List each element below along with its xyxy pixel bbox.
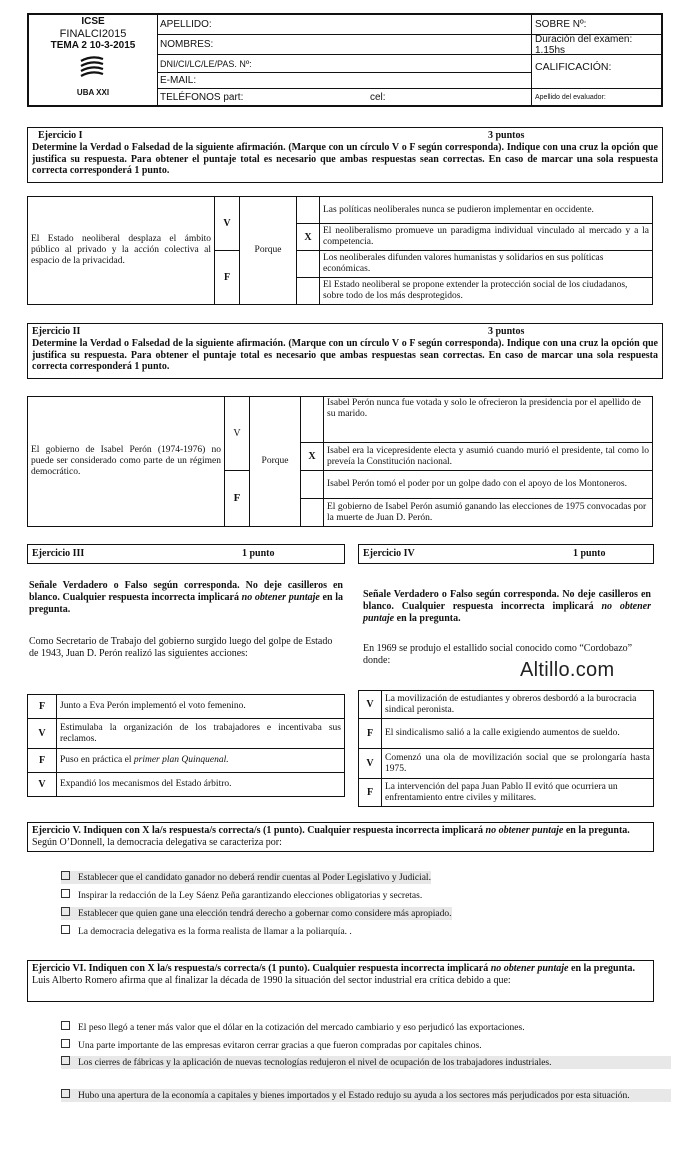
ej1-title: Ejercicio I xyxy=(38,130,83,141)
ej4-table xyxy=(358,690,654,807)
ej3-row2-text: Estimulaba la organización de los trabajadores e incentivaba sus reclamos. xyxy=(57,719,345,749)
ejercicio-1-header xyxy=(27,127,663,183)
ej1-opt2-text: El neoliberalismo promueve un paradigma individual vinculado al mercado y a la competencia. xyxy=(320,224,653,251)
ej3-row3-italic: primer plan Quinquenal. xyxy=(133,755,229,765)
ej3-row1-text: Junto a Eva Perón implementó el voto femenino. xyxy=(57,695,345,719)
ej1-opt1-text: Las políticas neoliberales nunca se pudieron implementar en occidente. xyxy=(320,197,653,224)
sobre-field: SOBRE Nº: xyxy=(532,15,661,35)
ej1-v-option[interactable]: V xyxy=(215,197,240,251)
ej1-porque: Porque xyxy=(240,197,297,305)
ejercicio-5-header xyxy=(27,822,654,852)
ej3-instr-end: en la pregunta. xyxy=(29,592,344,615)
ej4-points: 1 punto xyxy=(573,548,606,560)
ej3-instructions xyxy=(29,580,343,616)
ejercicio-4-header xyxy=(358,544,654,564)
ej6-option-3-text: Los cierres de fábricas y la aplicación de nuevas tecnologías redujeron el nivel de ocupación de los trabajadores industriales. xyxy=(78,1058,552,1068)
checkbox-icon[interactable] xyxy=(61,871,70,880)
ej5-option-1-text: Establecer que el candidato ganador no deberá rendir cuentas al Poder Legislativo y Judicial. xyxy=(78,873,431,883)
ej3-row3-cell xyxy=(57,749,345,773)
ej1-points: 3 puntos xyxy=(488,130,525,141)
ej4-instr-italic: no obtener puntaje xyxy=(363,601,652,624)
altillo-watermark: Altillo.com xyxy=(520,659,615,681)
ej2-opt1-mark[interactable] xyxy=(301,397,324,443)
nombres-field[interactable]: NOMBRES: xyxy=(157,35,531,55)
ej2-f-option[interactable]: F xyxy=(225,471,250,527)
ej3-row4-text: Expandió los mecanismos del Estado árbitro. xyxy=(57,773,345,797)
ej5-option-2[interactable] xyxy=(61,889,422,902)
ej1-opt4-text: El Estado neoliberal se propone extender la protección social de los ciudadanos, sobre todo de los más desprotegidos. xyxy=(320,278,653,305)
ej1-table xyxy=(27,196,653,305)
institution: ICSE xyxy=(81,16,105,27)
ej6-rest: Luis Alberto Romero afirma que al finalizar la década de 1990 la situación del sector industrial era crítica debido a que: xyxy=(32,975,511,986)
ej5-option-4[interactable] xyxy=(61,925,352,938)
logo-text: UBA XXI xyxy=(76,88,110,97)
ej2-opt2-text: Isabel era la vicepresidente electa y asumió cuando murió el presidente, tal como lo preveía la Constitución nacional. xyxy=(324,443,653,471)
ej5-italic: no obtener puntaje xyxy=(485,825,564,836)
ej2-opt3-text: Isabel Perón tomó el poder por un golpe dado con el apoyo de los Montoneros. xyxy=(324,471,653,499)
ej3-row3-mark[interactable]: F xyxy=(28,749,57,773)
calificacion-field: CALIFICACIÓN: xyxy=(532,55,661,89)
ej2-opt1-text: Isabel Perón nunca fue votada y solo le ofrecieron la presidencia por el apellido de su marido. xyxy=(324,397,653,443)
ej6-option-1[interactable] xyxy=(61,1021,671,1034)
ej3-instr-italic: no obtener puntaje xyxy=(241,592,320,603)
ej4-row3-text: Comenzó una ola de movilización social que se prolongaría hasta 1975. xyxy=(382,749,654,779)
ej5-rest: Según O’Donnell, la democracia delegativa se caracteriza por: xyxy=(32,837,282,848)
ej6-bold: Ejercicio VI. Indiquen con X la/s respuesta/s correcta/s (1 punto). Cualquier respuesta incorrecta implicará xyxy=(32,963,489,974)
header-grading-block xyxy=(532,15,661,105)
ej6-option-1-text: El peso llegó a tener más valor que el dólar en la cotización del mercado cambiario y eso perjudicó las exportaciones. xyxy=(78,1023,525,1033)
ej1-statement: El Estado neoliberal desplaza el ámbito público al privado y la acción colectiva al espacio de la privacidad. xyxy=(28,197,215,305)
ej3-intro: Como Secretario de Trabajo del gobierno surgido luego del golpe de Estado de 1943, Juan D. Perón realizó las siguientes acciones: xyxy=(29,636,333,659)
ej6-italic: no obtener puntaje xyxy=(490,963,569,974)
ej4-row2-text: El sindicalismo salió a la calle exigiendo aumentos de sueldo. xyxy=(382,719,654,749)
checkbox-icon[interactable] xyxy=(61,1089,70,1098)
header-personal-fields xyxy=(157,15,532,105)
checkbox-icon[interactable] xyxy=(61,1039,70,1048)
ej5-option-1[interactable] xyxy=(61,871,431,884)
checkbox-icon[interactable] xyxy=(61,889,70,898)
ej6-option-4[interactable] xyxy=(61,1089,671,1102)
ej4-row1-text: La movilización de estudiantes y obreros desbordó a la burocracia sindical peronista. xyxy=(382,691,654,719)
evaluador-field: Apellido del evaluador: xyxy=(535,93,606,101)
ej1-opt2-mark[interactable]: X xyxy=(297,224,320,251)
uba-logo-icon xyxy=(79,55,105,81)
ej4-row2-mark[interactable]: F xyxy=(359,719,382,749)
ej3-title: Ejercicio III xyxy=(32,548,85,560)
ejercicio-3-header xyxy=(27,544,345,564)
ej6-option-2-text: Una parte importante de las empresas evitaron cerrar gracias a que fueron compradas por capitales chinos. xyxy=(78,1041,482,1051)
ej2-opt2-mark[interactable]: X xyxy=(301,443,324,471)
ejercicio-6-header xyxy=(27,960,654,1002)
ej1-opt1-mark[interactable] xyxy=(297,197,320,224)
ej2-opt3-mark[interactable] xyxy=(301,471,324,499)
ej1-opt4-mark[interactable] xyxy=(297,278,320,305)
ej2-opt4-text: El gobierno de Isabel Perón asumió ganando las elecciones de 1975 convocadas por la muerte de Juan D. Perón. xyxy=(324,499,653,527)
ej2-statement: El gobierno de Isabel Perón (1974-1976) no puede ser considerado como parte de un régimen democrático. xyxy=(28,397,225,527)
ej1-opt3-text: Los neoliberales difunden valores humanistas y solidarios en sus políticas económicas. xyxy=(320,251,653,278)
apellido-field[interactable]: APELLIDO: xyxy=(157,15,531,35)
cel-field[interactable]: cel: xyxy=(370,91,386,103)
ej2-points: 3 puntos xyxy=(488,326,525,337)
tema: TEMA 2 10-3-2015 xyxy=(50,40,136,51)
ej1-opt3-mark[interactable] xyxy=(297,251,320,278)
ej4-instructions xyxy=(363,589,651,625)
ej5-option-2-text: Inspirar la redacción de la Ley Sáenz Peña garantizando elecciones obligatorias y secretas. xyxy=(78,891,423,901)
ej3-instr-bold: Señale Verdadero o Falso según corresponda. No deje casilleros en blanco. Cualquier respuesta incorrecta implicará xyxy=(29,580,343,603)
ej6-bold2: en la pregunta. xyxy=(571,963,635,974)
telefonos-field[interactable]: TELÉFONOS part: xyxy=(160,91,244,103)
ej2-table xyxy=(27,396,653,527)
email-field[interactable]: E-MAIL: xyxy=(157,73,531,89)
duracion-label: Duración del examen: 1.15hs xyxy=(532,35,661,55)
ej5-bold2: en la pregunta. xyxy=(565,825,630,836)
dni-field[interactable]: DNI/CI/LC/LE/PAS. Nº: xyxy=(157,55,531,73)
ej4-row3-mark[interactable]: V xyxy=(359,749,382,779)
ej3-row3-text: Puso en práctica el xyxy=(60,755,134,765)
ej2-instructions: Determine la Verdad o Falsedad de la siguiente afirmación. (Marque con un círculo V o F según corresponda). Indique con una cruz la opción que justifica su respuesta. Para obtener el puntaje total es necesario que ambas respuestas sean correctas. En caso de marcar una sola respuesta correcta corresponderá 1 punto. xyxy=(32,338,658,372)
exam-header xyxy=(27,13,663,107)
ej5-bold: Ejercicio V. Indiquen con X la/s respuesta/s correcta/s (1 punto). Cualquier respuesta incorrecta implicará xyxy=(32,825,484,836)
ej1-instructions: Determine la Verdad o Falsedad de la siguiente afirmación. (Marque con un círculo V o F según corresponda). Indique con una cruz la opción que justifica su respuesta. Para obtener el puntaje total es necesario que ambas respuestas sean correctas. En caso de marcar una sola respuesta correcta corresponderá 1 punto. xyxy=(32,142,658,176)
ej2-title: Ejercicio II xyxy=(32,326,81,337)
ej4-row4-text: La intervención del papa Juan Pablo II evitó que ocurriera un enfrentamiento entre civiles y militares. xyxy=(382,779,654,807)
ej5-option-3[interactable] xyxy=(61,907,452,920)
telefonos-row xyxy=(157,89,531,105)
ej3-table xyxy=(27,694,345,797)
ej2-v-option[interactable]: V xyxy=(225,397,250,471)
ej3-row4-mark[interactable]: V xyxy=(28,773,57,797)
ej6-option-4-text: Hubo una apertura de la economía a capitales y bienes importados y el Estado redujo su ayuda a los sectores más perjudicados por esta situación. xyxy=(78,1091,630,1101)
checkbox-icon[interactable] xyxy=(61,1056,70,1065)
ej4-row1-mark[interactable]: V xyxy=(359,691,382,719)
ej3-row1-mark[interactable]: F xyxy=(28,695,57,719)
ej5-option-3-text: Establecer que quien gane una elección tendrá derecho a gobernar como considere más apropiado. xyxy=(78,909,452,919)
header-logo-block xyxy=(29,15,158,105)
ej2-porque: Porque xyxy=(250,397,301,527)
ej4-instr-end: en la pregunta. xyxy=(396,613,461,624)
ej5-option-4-text: La democracia delegativa es la forma realista de llamar a la poliarquía. . xyxy=(78,927,352,937)
ej4-row4-mark[interactable]: F xyxy=(359,779,382,807)
exam-code: FINALCI2015 xyxy=(59,28,127,40)
ej1-f-option[interactable]: F xyxy=(215,251,240,305)
checkbox-icon[interactable] xyxy=(61,925,70,934)
ej4-title: Ejercicio IV xyxy=(363,548,415,560)
ej6-option-2[interactable] xyxy=(61,1039,671,1052)
ej2-opt4-mark[interactable] xyxy=(301,499,324,527)
ej3-row2-mark[interactable]: V xyxy=(28,719,57,749)
ej4-intro: En 1969 se produjo el estallido social conocido como “Cordobazo” donde: xyxy=(363,643,633,666)
checkbox-icon[interactable] xyxy=(61,1021,70,1030)
ej3-points: 1 punto xyxy=(242,548,275,560)
ej6-option-3[interactable] xyxy=(61,1056,671,1069)
checkbox-icon[interactable] xyxy=(61,907,70,916)
ejercicio-2-header xyxy=(27,323,663,379)
ej4-instr-bold: Señale Verdadero o Falso según corresponda. No deje casilleros en blanco. Cualquier respuesta incorrecta implicará xyxy=(363,589,651,612)
